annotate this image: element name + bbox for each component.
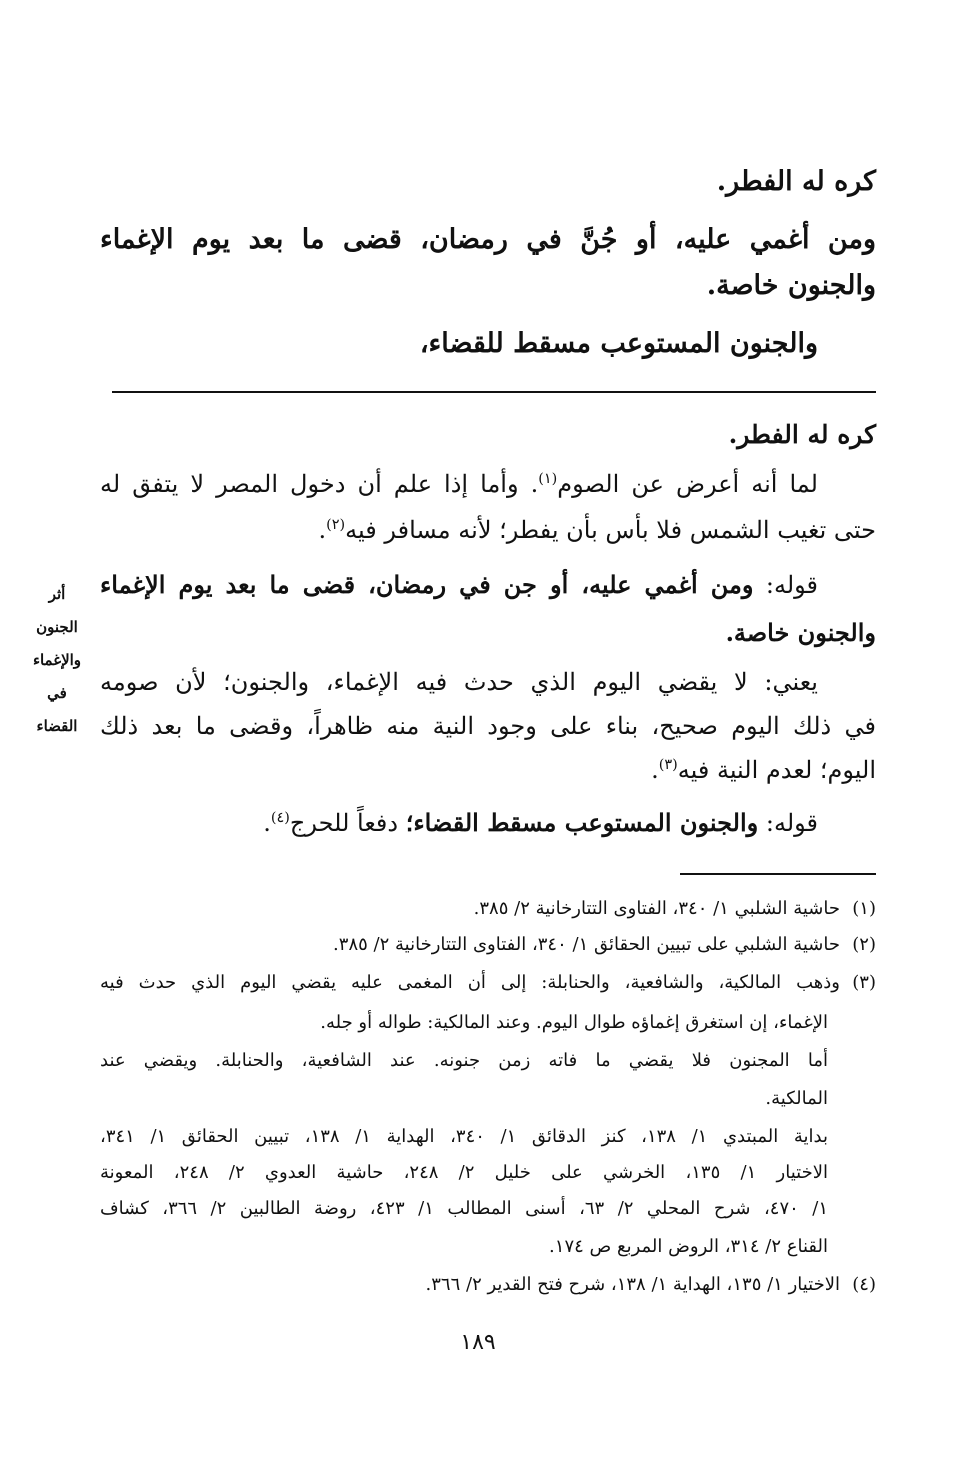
sharh-paragraph-2-line-3: اليوم؛ لعدم النية فيه$^{(٣)}$. xyxy=(651,756,876,784)
matn-line-4: والجنون المستوعب مسقط للقضاء، xyxy=(419,328,818,359)
footnote-number: (١) xyxy=(852,898,876,919)
footnote-3-line-5: بداية المبتدي ١/ ١٣٨، كنز الدقائق ١/ ٣٤٠، الهداية ١/ ١٣٨، تبيين الحقائق ١/ ٣٤١، xyxy=(100,1126,828,1147)
page-number: ١٨٩ xyxy=(460,1330,496,1355)
margin-note xyxy=(18,578,96,743)
footnote-ref-2[interactable]: (٢) xyxy=(326,517,346,533)
margin-note-word: الجنون xyxy=(36,618,78,636)
footnote-3-line-6: الاختيار ١/ ١٣٥، الخرشي على خليل ٢/ ٢٤٨، حاشية العدوي ٢/ ٢٤٨، المعونة xyxy=(100,1162,828,1183)
margin-note-word: في xyxy=(47,684,67,702)
footnote-separator xyxy=(680,873,876,875)
footnote-3-line-8: القناع ٢/ ٣١٤، الروض المربع ص ١٧٤. xyxy=(549,1236,828,1257)
sharh-paragraph-2-line-2: في ذلك اليوم صحيح، بناء على وجود النية منه ظاهراً، وقضى ما بعد ذلك xyxy=(100,712,876,740)
sharh-paragraph-2-line-1: يعني: لا يقضي اليوم الذي حدث فيه الإغماء، والجنون؛ لأن صومه xyxy=(100,668,818,696)
footnote-ref-4[interactable]: (٤) xyxy=(270,810,290,826)
footnote-3-line-4: المالكية. xyxy=(765,1088,828,1109)
footnote-number: (٢) xyxy=(852,934,876,955)
footnote-number: (٤) xyxy=(852,1274,876,1295)
footnote-ref-3[interactable]: (٣) xyxy=(658,757,678,773)
quote-2: قوله: والجنون المستوعب مسقط القضاء؛ دفعاً للحرج$^{(٤)}$. xyxy=(263,808,818,837)
footnote-3-line-1: (٣)وذهب المالكية، والشافعية، والحنابلة: إلى أن المغمى عليه يقضي اليوم الذي حدث فيه xyxy=(100,972,876,993)
footnote-ref-1[interactable]: (١) xyxy=(538,471,558,487)
separator-rule xyxy=(112,391,876,393)
footnote-number: (٣) xyxy=(852,972,876,993)
sharh-paragraph-1-line-2: حتى تغيب الشمس فلا بأس بأن يفطر؛ لأنه مسافر فيه$^{(٢)}$. xyxy=(318,516,876,544)
matn-line-1: كره له الفطر. xyxy=(716,166,876,197)
margin-note-word: أثر xyxy=(48,585,66,603)
sharh-paragraph-1-line-1: لما أنه أعرض عن الصوم$^{(١)}$. وأما إذا علم أن دخول المصر لا يتفق له xyxy=(100,470,818,498)
margin-note-word: القضاء xyxy=(36,717,78,735)
matn-line-3: والجنون خاصة. xyxy=(706,270,876,301)
footnote-3-line-3: أما المجنون فلا يقضي ما فاته زمن جنونه. عند الشافعية، والحنابلة. ويقضي عند xyxy=(100,1050,828,1071)
margin-note-word: والإغماء xyxy=(32,651,82,669)
footnote-3-line-7: ١/ ٤٧٠، شرح المحلي ٢/ ٦٣، أسنى المطالب ١/ ٤٢٣، روضة الطالبين ٢/ ٣٦٦، كشاف xyxy=(100,1198,829,1219)
footnote-4: (٤)الاختيار ١/ ١٣٥، الهداية ١/ ١٣٨، شرح فتح القدير ٢/ ٣٦٦. xyxy=(425,1274,876,1295)
sharh-heading: كره له الفطر. xyxy=(728,420,876,449)
footnote-3-line-2: الإغماء، إن استغرق إغماؤه طوال اليوم. وعند المالكية: طواله أو جله. xyxy=(320,1012,828,1033)
matn-line-2: ومن أغمي عليه، أو جُنَّ في رمضان، قضى ما بعد يوم الإغماء xyxy=(100,224,876,255)
quote-1-line-1: قوله: ومن أغمي عليه، أو جن في رمضان، قضى ما بعد يوم الإغماء xyxy=(100,570,818,599)
footnote-1: (١)حاشية الشلبي ١/ ٣٤٠، الفتاوى التتارخانية ٢/ ٣٨٥. xyxy=(473,898,876,919)
footnote-2: (٢)حاشية الشلبي على تبيين الحقائق ١/ ٣٤٠، الفتاوى التتارخانية ٢/ ٣٨٥. xyxy=(333,934,876,955)
quote-1-line-2: والجنون خاصة. xyxy=(725,618,876,647)
